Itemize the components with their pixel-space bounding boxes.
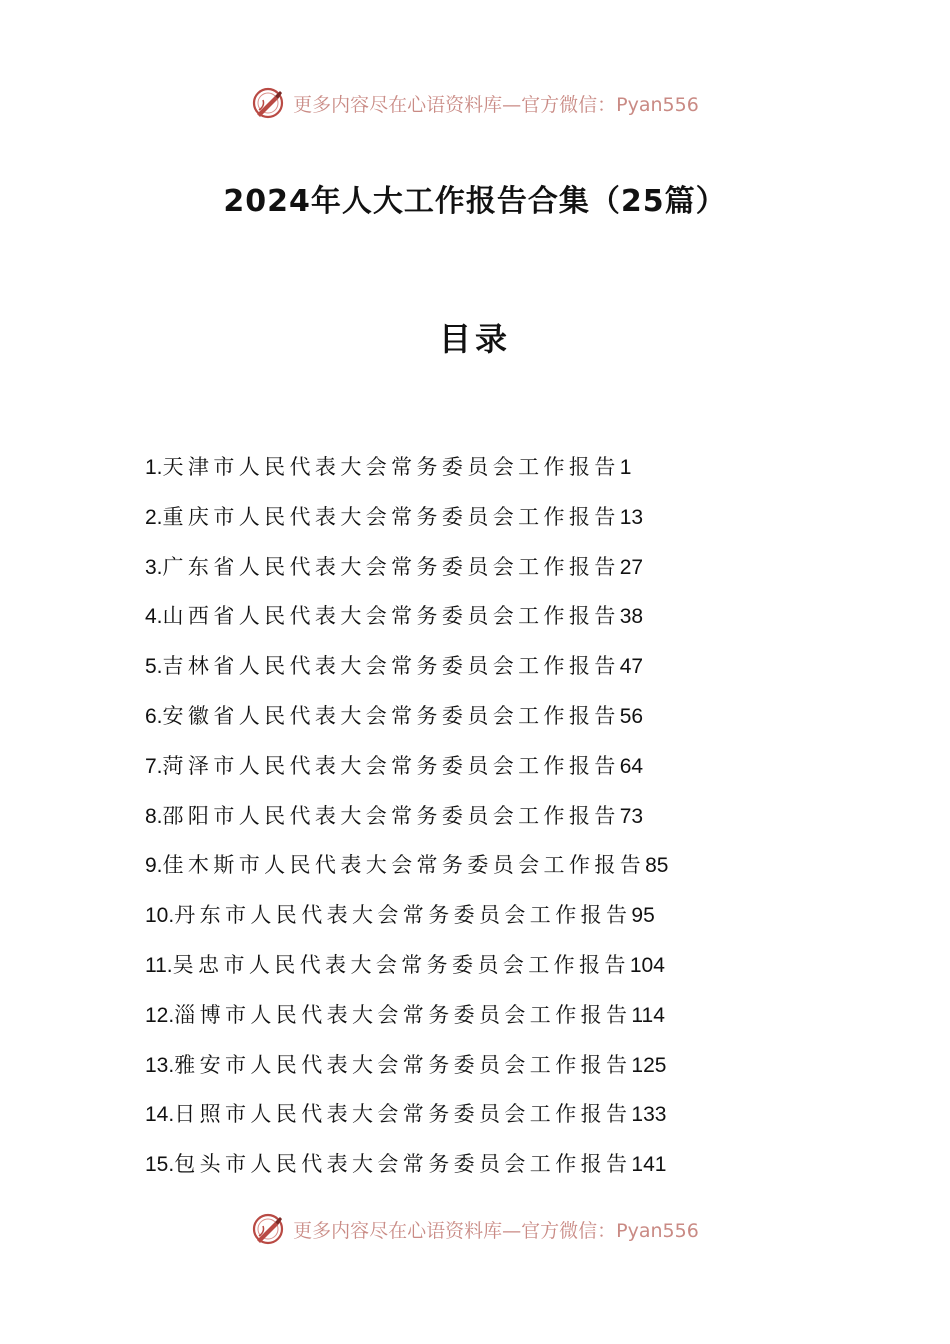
toc-entry-page: 95: [631, 904, 655, 928]
toc-entry-label: 吉林省人民代表大会常务委员会工作报告: [162, 654, 620, 679]
watermark-text: [293, 90, 699, 117]
footer-watermark: [0, 1212, 950, 1246]
toc-entry-label: 山西省人民代表大会常务委员会工作报告: [162, 604, 620, 629]
toc-entry[interactable]: [145, 701, 668, 751]
watermark-wechat-id: Pyan556: [616, 93, 699, 116]
toc-entry-page: 13: [619, 505, 644, 529]
toc-entry[interactable]: [145, 751, 668, 801]
toc-entry[interactable]: [145, 1000, 668, 1050]
toc-entry-label: 安徽省人民代表大会常务委员会工作报告: [162, 703, 620, 728]
toc-entry-label: 吴忠市人民代表大会常务委员会工作报告: [172, 952, 630, 977]
toc-entry[interactable]: [145, 601, 668, 651]
table-of-contents: [145, 452, 668, 1199]
toc-entry-page: 125: [631, 1053, 667, 1077]
toc-entry-page: 56: [619, 704, 644, 728]
toc-entry-page: 133: [631, 1103, 667, 1127]
watermark-slogan: 更多内容尽在心语资料库—官方微信：: [293, 93, 617, 116]
toc-entry-number: 15.: [145, 1153, 175, 1177]
toc-entry-label: 广东省人民代表大会常务委员会工作报告: [162, 554, 620, 579]
toc-entry-label: 雅安市人民代表大会常务委员会工作报告: [174, 1052, 632, 1077]
toc-entry-label: 菏泽市人民代表大会常务委员会工作报告: [162, 753, 620, 778]
toc-entry[interactable]: [145, 452, 668, 502]
toc-entry-number: 8.: [145, 804, 163, 828]
toc-entry-label: 邵阳市人民代表大会常务委员会工作报告: [162, 803, 620, 828]
toc-entry-number: 12.: [145, 1003, 175, 1027]
toc-entry[interactable]: [145, 900, 668, 950]
watermark-text: [293, 1216, 699, 1243]
toc-entry-number: 13.: [145, 1053, 175, 1077]
toc-entry-label: 丹东市人民代表大会常务委员会工作报告: [174, 903, 632, 928]
toc-entry-page: 114: [631, 1003, 665, 1027]
toc-entry[interactable]: [145, 850, 668, 900]
toc-entry[interactable]: [145, 1149, 668, 1199]
toc-entry-number: 10.: [145, 904, 175, 928]
toc-entry-label: 天津市人民代表大会常务委员会工作报告: [162, 455, 620, 479]
toc-heading: 目录: [438, 320, 511, 358]
toc-entry-page: 1: [619, 456, 632, 479]
toc-entry-number: 4.: [145, 605, 163, 629]
toc-entry-page: 47: [619, 655, 644, 679]
toc-entry-label: 包头市人民代表大会常务委员会工作报告: [174, 1152, 632, 1177]
toc-entry-number: 9.: [145, 854, 163, 878]
toc-entry-number: 3.: [145, 555, 163, 579]
toc-entry[interactable]: [145, 1099, 668, 1149]
toc-entry-page: 27: [619, 555, 644, 579]
watermark-slogan: 更多内容尽在心语资料库—官方微信：: [293, 1219, 617, 1242]
toc-entry[interactable]: [145, 950, 668, 1000]
toc-entry[interactable]: [145, 1050, 668, 1100]
pen-logo-icon: [251, 1212, 285, 1246]
toc-entry-page: 73: [619, 804, 644, 828]
pen-logo-icon: [251, 86, 285, 120]
toc-entry-number: 5.: [145, 655, 163, 679]
toc-entry-page: 104: [629, 953, 665, 977]
toc-entry-page: 38: [619, 605, 644, 629]
toc-entry-number: 2.: [145, 505, 163, 529]
watermark-wechat-id: Pyan556: [616, 1219, 699, 1242]
header-watermark: [0, 86, 950, 120]
toc-entry-number: 1.: [145, 456, 163, 479]
toc-entry-number: 7.: [145, 754, 163, 778]
toc-entry[interactable]: [145, 801, 668, 851]
toc-entry-number: 11.: [145, 953, 173, 977]
toc-entry-page: 64: [619, 754, 644, 778]
toc-entry-label: 淄博市人民代表大会常务委员会工作报告: [174, 1002, 632, 1027]
toc-entry-label: 佳木斯市人民代表大会常务委员会工作报告: [162, 853, 646, 878]
toc-entry[interactable]: [145, 651, 668, 701]
toc-entry[interactable]: [145, 552, 668, 602]
toc-entry-page: 85: [645, 854, 669, 878]
toc-entry-number: 14.: [145, 1103, 175, 1127]
toc-entry-page: 141: [631, 1153, 667, 1177]
toc-entry-label: 日照市人民代表大会常务委员会工作报告: [174, 1102, 632, 1127]
toc-entry[interactable]: [145, 502, 668, 552]
document-title: 2024年人大工作报告合集（25篇）: [223, 184, 727, 219]
toc-entry-number: 6.: [145, 704, 163, 728]
toc-entry-label: 重庆市人民代表大会常务委员会工作报告: [162, 504, 620, 529]
